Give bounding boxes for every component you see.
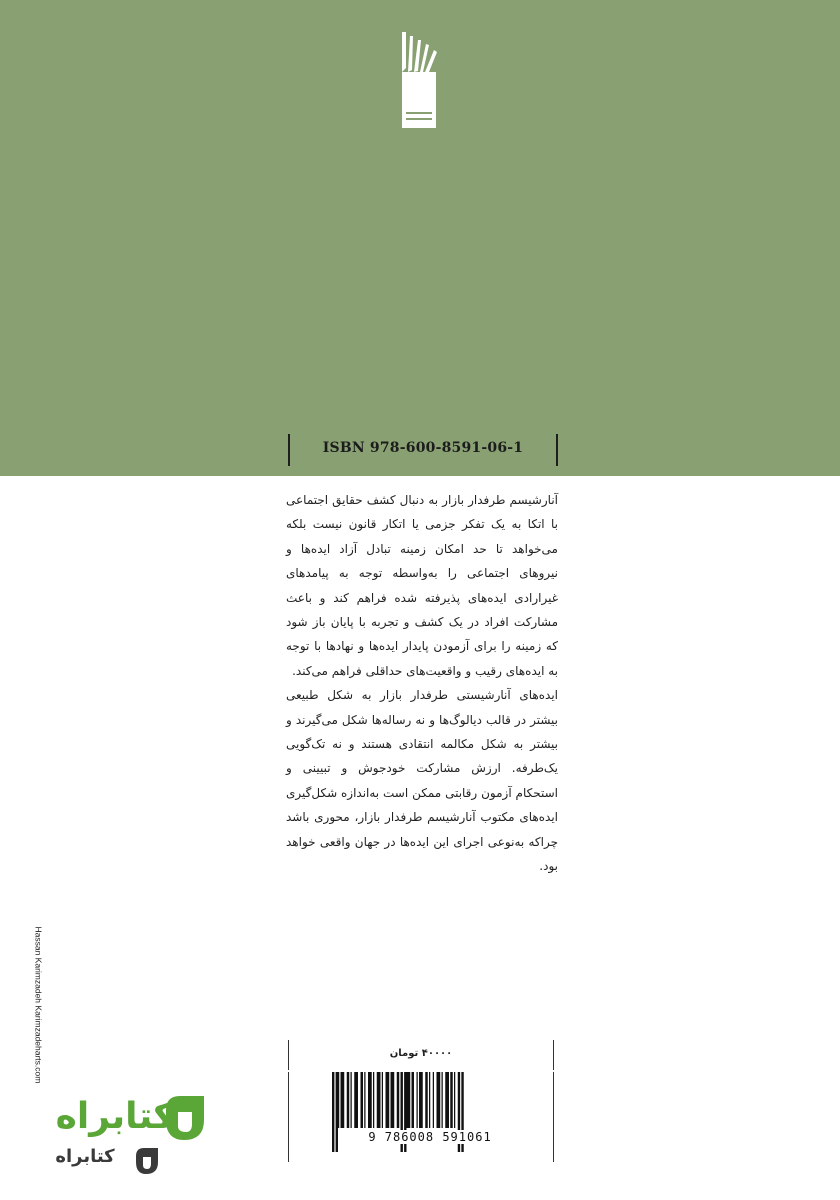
barcode-bar (433, 1072, 434, 1128)
barcode-bar (429, 1072, 430, 1128)
price-text: ۴۰۰۰۰ تومان (389, 1048, 453, 1059)
barcode-bar (386, 1072, 390, 1128)
barcode-bar (450, 1072, 453, 1128)
barcode-bar (407, 1072, 411, 1128)
barcode-bar (338, 1072, 339, 1128)
designer-credit (30, 926, 46, 1115)
barcode-bar (382, 1072, 383, 1128)
barcode-bar (445, 1072, 449, 1128)
barcode-bar (347, 1072, 350, 1128)
barcode-right-rule (553, 1072, 554, 1162)
publisher-logo (392, 28, 448, 140)
ketabrah-brand-text-small: کتابراه (55, 1146, 115, 1167)
barcode-bar (332, 1072, 334, 1152)
blurb-paragraph-2: ایده‌های آنارشیستی طرفدار بازار به شکل طبیعی بیشتر در قالب دیالوگ‌ها و نه رساله‌ها شکل می‌گیرند و بیشتر به شکل مکالمه انتقادی هستند و نه تک‌گویی یک‌طرفه. ارزش مشارکت خودجوش و تبیینی و استحکام آزمون رقابتی ممکن است به‌اندازه شکل‌گیری ایده‌های مکتوب آنارشیسم طرفدار بازار، محوری باشد چراکه به‌نوعی اجرای این ایده‌ها در جهان واقعی خواهد بود. (286, 688, 558, 874)
isbn-bar (288, 434, 558, 466)
barcode-bar (364, 1072, 365, 1128)
barcode-bar (377, 1072, 381, 1128)
cover-green-panel (0, 0, 840, 476)
blurb-paragraph-1: آنارشیسم طرفدار بازار به دنبال کشف حقایق اجتماعی با اتکا به یک تفکر جزمی یا اتکار قانون نیست بلکه می‌خواهد تا حد امکان زمینه تبادل آزاد ایده‌ها و نیروهای اجتماعی را به‌واسطه توجه به پیامدهای غیرارادی ایده‌های پذیرفته شده فراهم کند و باعث مشارکت افراد در یک کشف و تجربه با پایان باز شود که زمینه را برای آزمودن پایدار ایده‌ها و نهادها با توجه به ایده‌های رقیب و واقعیت‌های حداقلی فراهم می‌کند. (286, 493, 558, 678)
barcode-bar (412, 1072, 415, 1128)
barcode-bar (442, 1072, 443, 1128)
barcode-bar (354, 1072, 358, 1128)
barcode-bar (419, 1072, 423, 1128)
barcode-bar (437, 1072, 441, 1128)
barcode-bar (397, 1072, 400, 1128)
barcode-digits: 9 786008 591061 (340, 1130, 520, 1144)
barcode-bar (361, 1072, 364, 1128)
ketabrah-brand-text: کتابراه (55, 1096, 175, 1137)
barcode-bar (425, 1072, 428, 1128)
barcode-bar (373, 1072, 374, 1128)
barcode-bar (368, 1072, 372, 1128)
ketabrah-small-icon (132, 1144, 162, 1178)
designer-credit-text: Hassan Karimzadeh Karimzadeharts.com (33, 926, 44, 1084)
barcode-bar (417, 1072, 418, 1128)
isbn-text: ISBN 978-600-8591-06-1 (322, 440, 524, 456)
back-cover-blurb (286, 488, 558, 879)
ketabrah-watermark (40, 1090, 215, 1190)
price-box (288, 1040, 554, 1070)
barcode-bar (391, 1072, 395, 1128)
barcode-left-rule (288, 1072, 289, 1162)
barcode-bar (351, 1072, 352, 1128)
barcode-bar (336, 1072, 338, 1152)
barcode-bar (341, 1072, 345, 1128)
barcode-bar (454, 1072, 455, 1128)
